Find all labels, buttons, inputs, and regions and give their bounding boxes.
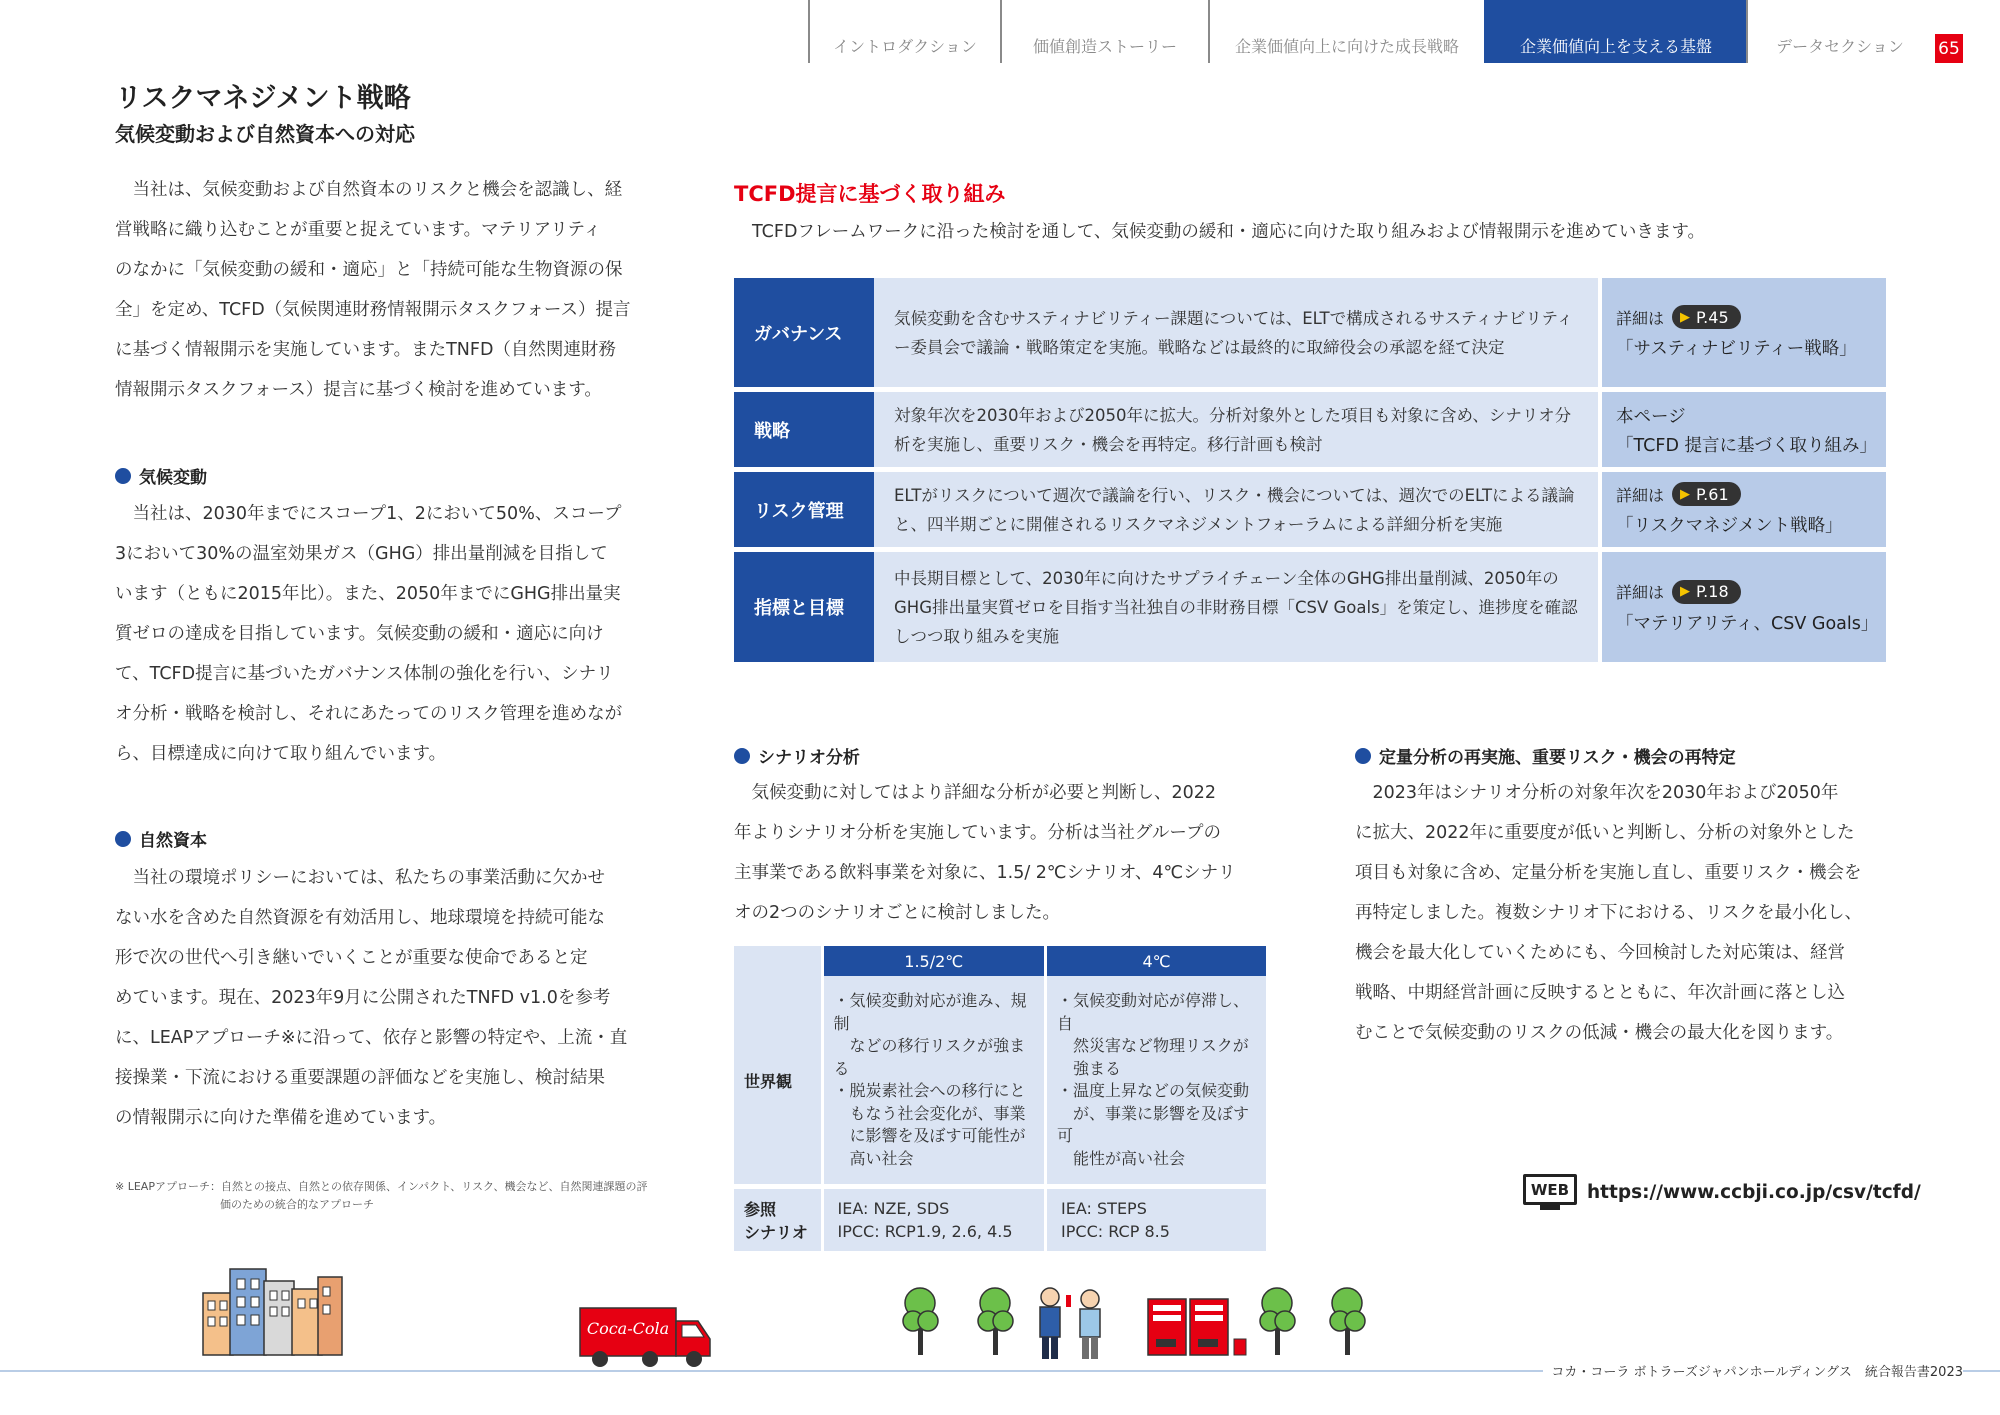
tree-icon: [1330, 1288, 1365, 1355]
text-line: のなかに「気候変動の緩和・適応」と「持続可能な生物資源の保: [115, 260, 623, 280]
web-url[interactable]: https://www.ccbji.co.jp/csv/tcfd/: [1587, 1181, 1921, 1203]
cell-line: ・気候変動対応が停滞し、自: [1057, 991, 1250, 1033]
page-link-pill[interactable]: [1672, 305, 1741, 329]
tree-icon: [978, 1288, 1013, 1355]
cell-line: ・温度上昇などの気候変動: [1057, 1081, 1250, 1100]
text-line: 年よりシナリオ分析を実施しています。分析は当社グループの: [734, 823, 1222, 843]
tcfd-row-governance: [734, 278, 1886, 387]
cell-line: などの移行リスクが強まる: [833, 1036, 1026, 1078]
coca-cola-truck-icon: [580, 1308, 710, 1367]
text-line: います（ともに2015年比）。また、2050年までにGHG排出量実: [115, 584, 621, 604]
ref-title: 「リスクマネジメント戦略」: [1616, 516, 1843, 536]
page-link-pill[interactable]: [1672, 482, 1741, 506]
web-badge: WEB: [1523, 1174, 1577, 1205]
text-line: オ分析・戦略を検討し、それにあたってのリスク管理を進めなが: [115, 704, 623, 724]
tcfd-row-description: 対象年次を2030年および2050年に拡大。分析対象外とした項目も対象に含め、シナリオ分析を実施し、重要リスク・機会を再特定。移行計画も検討: [874, 392, 1598, 467]
cell-line: が、事業に影響を及ぼす可: [1057, 1103, 1250, 1145]
quant-heading-label: 定量分析の再実施、重要リスク・機会の再特定: [1379, 748, 1736, 768]
nav-tab-foundation[interactable]: 企業価値向上を支える基盤: [1484, 0, 1746, 63]
text-line: 営戦略に織り込むことが重要と捉えています。マテリアリティ: [115, 220, 602, 240]
cell-line: IPCC: RCP 8.5: [1061, 1222, 1170, 1241]
bullet-icon: [1355, 748, 1371, 764]
table-row-header: [734, 1189, 822, 1251]
scenario-heading: [734, 743, 860, 768]
text-line: ない水を含めた自然資源を有効活用し、地球環境を持続可能な: [115, 908, 605, 928]
tree-icon: [903, 1288, 938, 1355]
row-header-line: シナリオ: [744, 1223, 808, 1242]
bullet-icon: [734, 748, 750, 764]
text-line: 情報開示タスクフォース）提言に基づく検討を進めています。: [115, 380, 602, 400]
tcfd-row-description: 中長期目標として、2030年に向けたサプライチェーン全体のGHG排出量削減、2050年のGHG排出量実質ゼロを目指す当社独自の非財務目標「CSV Goals」を策定し、進捗度を確認しつつ取り組みを実施: [874, 552, 1598, 662]
tree-icon: [1260, 1288, 1295, 1355]
web-link[interactable]: [1523, 1174, 1921, 1210]
natural-capital-heading: [115, 826, 207, 851]
footer-company: コカ・コーラ ボトラーズジャパンホールディングス 統合報告書2023: [1543, 1361, 1963, 1380]
text-line: の情報開示に向けた準備を進めています。: [115, 1108, 447, 1128]
text-line: むことで気候変動のリスクの低減・機会の最大化を図ります。: [1355, 1023, 1844, 1043]
text-line: 3において30%の温室効果ガス（GHG）排出量削減を目指して: [115, 544, 608, 564]
page-link-pill[interactable]: [1672, 580, 1741, 604]
text-line: 主事業である飲料事業を対象に、1.5/ 2℃シナリオ、4℃シナリ: [734, 863, 1236, 883]
text-line: て、TCFD提言に基づいたガバナンス体制の強化を行い、シナリ: [115, 664, 614, 684]
intro-paragraph: [115, 170, 655, 410]
tcfd-row-label: ガバナンス: [734, 278, 874, 387]
text-line: 当社は、2030年までにスコープ1、2において50%、スコープ: [132, 504, 622, 524]
text-line: 気候変動に対してはより詳細な分析が必要と判断し、2022: [751, 783, 1217, 803]
nav-tab-data-section[interactable]: データセクション: [1746, 0, 1932, 63]
text-line: オの2つのシナリオごとに検討しました。: [734, 903, 1060, 923]
ref-page: P.45: [1696, 307, 1729, 327]
scenario-heading-label: シナリオ分析: [758, 748, 860, 768]
tcfd-row-risk-management: [734, 472, 1886, 547]
text-line: 2023年はシナリオ分析の対象年次を2030年および2050年: [1372, 783, 1839, 803]
text-line: 形で次の世代へ引き継いでいくことが重要な使命であると定: [115, 948, 588, 968]
ref-prefix: 本ページ: [1616, 406, 1686, 427]
tcfd-row-reference[interactable]: [1602, 472, 1886, 547]
bullet-icon: [115, 831, 131, 847]
tcfd-row-reference[interactable]: [1602, 392, 1886, 467]
footnote: [115, 1178, 650, 1214]
text-line: 項目も対象に含め、定量分析を実施し直し、重要リスク・機会を: [1355, 863, 1862, 883]
text-line: に拡大、2022年に重要度が低いと判断し、分析の対象外とした: [1355, 823, 1855, 843]
monitor-stand: [1540, 1205, 1560, 1210]
table-col-header: 4℃: [1046, 946, 1266, 976]
ref-prefix: 詳細は: [1616, 583, 1665, 602]
chevron-right-icon: ▶: [1680, 486, 1691, 502]
natural-capital-paragraph: [115, 858, 655, 1138]
tcfd-row-description: 気候変動を含むサスティナビリティー課題については、ELTで構成されるサスティナビリティー委員会で議論・戦略策定を実施。戦略などは最終的に取締役会の承認を経て決定: [874, 278, 1598, 387]
cell-line: IEA: STEPS: [1061, 1199, 1147, 1218]
table-corner: [734, 946, 822, 976]
table-row-header: 世界観: [734, 976, 822, 1184]
cell-line: に影響を及ぼす可能性が: [833, 1126, 1026, 1145]
tcfd-row-strategy: [734, 392, 1886, 467]
text-line: に、LEAPアプローチ※に沿って、依存と影響の特定や、上流・直: [115, 1028, 628, 1048]
text-line: ら、目標達成に向けて取り組んでいます。: [115, 744, 447, 764]
climate-heading-label: 気候変動: [139, 468, 207, 488]
page-title: リスクマネジメント戦略: [115, 83, 411, 114]
ref-title: 「TCFD 提言に基づく取り組み」: [1616, 435, 1877, 456]
text-line: に基づく情報開示を実施しています。またTNFD（自然関連財務: [115, 340, 616, 360]
nav-tab-introduction[interactable]: イントロダクション: [808, 0, 1000, 63]
table-cell: [822, 1189, 1046, 1251]
page-subtitle: 気候変動および自然資本への対応: [115, 122, 415, 146]
tcfd-row-label: リスク管理: [734, 472, 874, 547]
vending-machine-icon: [1148, 1299, 1246, 1355]
tcfd-row-label: 戦略: [734, 392, 874, 467]
text-line: 全」を定め、TCFD（気候関連財務情報開示タスクフォース）提言: [115, 300, 631, 320]
top-navigation: [808, 0, 1932, 63]
people-icon: [1040, 1288, 1100, 1359]
tcfd-lead: TCFDフレームワークに沿った検討を通して、気候変動の緩和・適応に向けた取り組みおよび情報開示を進めていきます。: [752, 222, 1705, 242]
scenario-paragraph: [734, 773, 1274, 933]
nav-tab-growth-strategy[interactable]: 企業価値向上に向けた成長戦略: [1208, 0, 1484, 63]
buildings-icon: [203, 1269, 342, 1355]
tcfd-row-metrics-targets: [734, 552, 1886, 662]
text-line: 接操業・下流における重要課題の評価などを実施し、検討結果: [115, 1068, 605, 1088]
footer-illustration: [0, 1255, 2000, 1375]
ref-page: P.18: [1696, 582, 1729, 601]
chevron-right-icon: ▶: [1680, 584, 1691, 599]
tcfd-row-description: ELTがリスクについて週次で議論を行い、リスク・機会については、週次でのELTによる議論と、四半期ごとに開催されるリスクマネジメントフォーラムによる詳細分析を実施: [874, 472, 1598, 547]
cell-line: ・気候変動対応が進み、規制: [833, 991, 1027, 1033]
cell-line: 然災害など物理リスクが: [1057, 1036, 1249, 1055]
tcfd-row-label: 指標と目標: [734, 552, 874, 662]
row-header-line: 参照: [744, 1200, 777, 1219]
cell-line: IEA: NZE, SDS: [837, 1199, 950, 1218]
ref-title: 「マテリアリティ、CSV Goals」: [1616, 613, 1879, 634]
monitor-icon: [1523, 1174, 1577, 1210]
ref-page: P.61: [1696, 484, 1729, 504]
cell-line: ・脱炭素社会への移行にと: [833, 1081, 1026, 1100]
bullet-icon: [115, 468, 131, 484]
page-number: 65: [1935, 34, 1963, 63]
climate-heading: [115, 463, 207, 488]
table-col-header: 1.5/2℃: [822, 946, 1046, 976]
cell-line: 能性が高い社会: [1057, 1148, 1186, 1168]
cell-line: 高い社会: [833, 1148, 914, 1168]
ref-title: 「サスティナビリティー戦略」: [1616, 339, 1857, 359]
nav-tab-value-creation[interactable]: 価値創造ストーリー: [1000, 0, 1208, 63]
text-line: 質ゼロの達成を目指しています。気候変動の緩和・適応に向け: [115, 624, 604, 644]
tcfd-row-reference[interactable]: [1602, 278, 1886, 387]
chevron-right-icon: ▶: [1680, 309, 1691, 325]
text-line: 再特定しました。複数シナリオ下における、リスクを最小化し、: [1355, 903, 1862, 923]
cell-line: もなう社会変化が、事業: [833, 1103, 1026, 1123]
climate-paragraph: [115, 494, 655, 774]
ref-prefix: 詳細は: [1616, 308, 1665, 328]
text-line: 戦略、中期経営計画に反映するとともに、年次計画に落とし込: [1355, 983, 1845, 1003]
natural-capital-heading-label: 自然資本: [139, 831, 207, 851]
tcfd-row-reference[interactable]: [1602, 552, 1886, 662]
quant-heading: [1355, 743, 1736, 768]
text-line: めています。現在、2023年9月に公開されたTNFD v1.0を参考: [115, 988, 611, 1008]
ref-prefix: 詳細は: [1616, 485, 1665, 505]
footnote-line: ※ LEAPアプローチ：自然との接点、自然との依存関係、インパクト、リスク、機会など、自然関連課題の評: [115, 1180, 648, 1193]
table-cell: [822, 976, 1046, 1184]
cell-line: 強まる: [1057, 1058, 1122, 1078]
tcfd-title: TCFD提言に基づく取り組み: [734, 182, 1006, 206]
text-line: 機会を最大化していくためにも、今回検討した対応策は、経営: [1355, 943, 1845, 963]
footnote-line: 価のための統合的なアプローチ: [220, 1198, 374, 1211]
scenario-table: [734, 946, 1266, 1251]
truck-logo-text: Coca-Cola: [586, 1319, 670, 1338]
cell-line: IPCC: RCP1.9, 2.6, 4.5: [837, 1222, 1013, 1241]
table-cell: [1046, 1189, 1266, 1251]
table-cell: [1046, 976, 1266, 1184]
text-line: 当社は、気候変動および自然資本のリスクと機会を認識し、経: [132, 180, 623, 200]
quant-paragraph: [1355, 773, 1895, 1053]
text-line: 当社の環境ポリシーにおいては、私たちの事業活動に欠かせ: [132, 868, 605, 888]
